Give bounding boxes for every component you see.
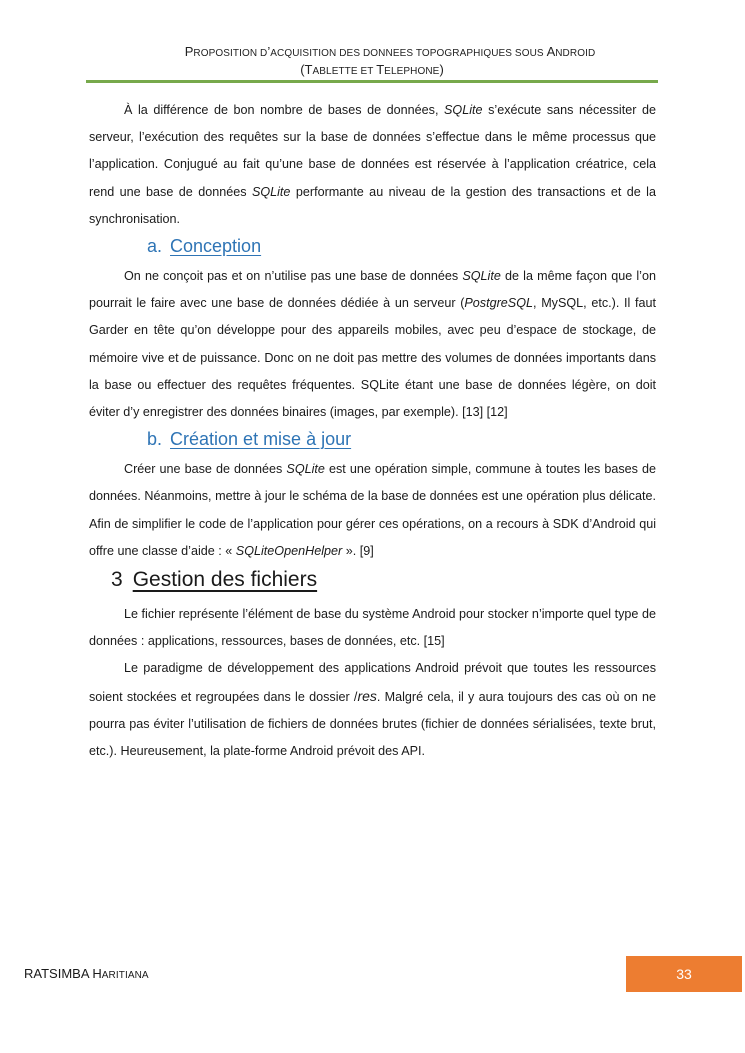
page-content: [89, 97, 656, 765]
heading-creation-mise-a-jour: b. Création et mise à jour: [147, 429, 352, 450]
paragraph-paradigme: Le paradigme de développement des applications Android prévoit que toutes les ressources soient stockées et regroupées dans le dossier /res. Malgré cela, il y aura toujours des cas où on ne pourra pas éviter l’utilisation de fichiers de données brutes (fichier de données sérialisées, texte brut, etc.). Heureusement, la plate-forme Android prévoit des API.: [89, 661, 656, 759]
paragraph-fichier: Le fichier représente l’élément de base du système Android pour stocker n’importe quel type de données : applications, ressources, bases de données, etc. [15]: [89, 607, 656, 649]
heading-conception: a. Conception: [147, 236, 262, 257]
paragraph-creation: Créer une base de données SQLite est une opération simple, commune à toutes les bases de données. Néanmoins, mettre à jour le schéma de la base de données est une opération plus délicate. Afin de simplifier le code de l’application pour gérer ces opérations, on a recours à SDK d’Android qui offre une classe d’aide : « SQLiteOpenHelper ». [9]: [89, 462, 657, 558]
page-number-badge: [626, 956, 742, 992]
paragraph-conception: On ne conçoit pas et on n’utilise pas une base de données SQLite de la même façon que l’on pourrait le faire avec une base de données dédiée à un serveur (PostgreSQL, MySQL, etc.). Il faut Garder en tête qu’on développe pour des appareils mobiles, avec peu d’espace de stockage, de mémoire vive et de puissance. Donc on ne doit pas mettre des volumes de données importants dans la base ou effectuer des requêtes fréquentes. SQLite étant une base de données légère, on doit éviter d’y enregistrer des données binaires (images, par exemple). [13] [12]: [89, 269, 657, 420]
page-header: [86, 44, 658, 80]
header-title-line-2: (TABLETTE ET TELEPHONE): [300, 62, 444, 77]
header-title-line-1: PROPOSITION D’ACQUISITION DES DONNEES TOPOGRAPHIQUES SOUS ANDROID: [184, 44, 596, 59]
page-number: 33: [676, 966, 692, 982]
heading-gestion-fichiers: 3 Gestion des fichiers: [111, 568, 318, 592]
paragraph-sqlite-intro: À la différence de bon nombre de bases de données, SQLite s’exécute sans nécessiter de serveur, l’exécution des requêtes sur la base de données s’effectue dans le même processus que l’application. Conjugué au fait qu’une base de données est réservée à l’application créatrice, cela rend une base de données SQLite performante au niveau de la gestion des transactions et de la synchronisation.: [89, 103, 656, 226]
header-divider: [86, 80, 658, 83]
footer-author: RATSIMBA HARITIANA: [24, 966, 149, 981]
